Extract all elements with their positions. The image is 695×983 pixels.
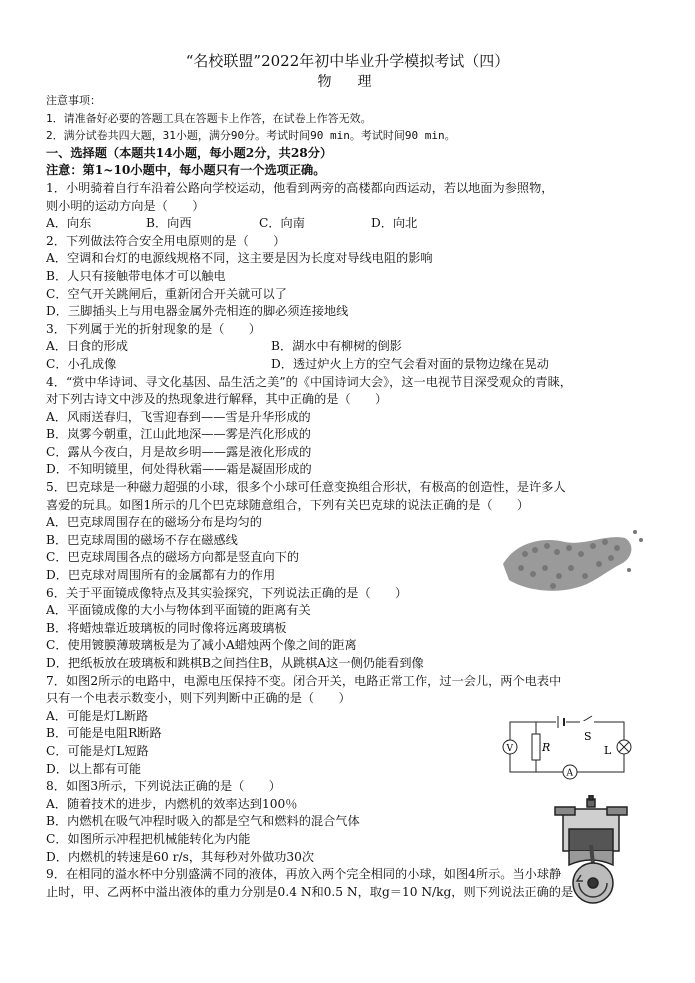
q2-stem: 2．下列做法符合安全用电原则的是（ ） [46,233,286,248]
q7-option-c: C．可能是灯L短路 [46,743,149,758]
notice-1: 1．请准备好必要的答题工具在答题卡上作答，在试卷上作答无效。 [46,111,372,125]
notice-2: 2．满分试卷共四大题，31小题，满分90分。考试时间90 min。考试时间90 min。 [46,129,456,143]
q1-option-b: B．向西 [146,216,192,231]
q2-option-c: C．空气开关跳闸后，重新闭合开关就可以了 [46,286,287,301]
q1-stem-1: 1．小明骑着自行车沿着公路向学校运动，他看到两旁的高楼都向西运动，若以地面为参照物， [46,180,554,195]
q6-stem: 6．关于平面镜成像特点及其实验探究，下列说法正确的是（ ） [46,585,408,600]
buckyball-figure [495,524,647,600]
switch-label: S [584,730,592,743]
section1-title: 一、选择题（本题共14小题，每小题2分，共28分） [46,145,333,160]
q9-stem-1: 9．在相同的溢水杯中分别盛满不同的液体，再放入两个完全相同的小球，如图4所示。当小球静 [46,867,562,882]
q4-option-c: C．露从今夜白，月是故乡明——露是液化形成的 [46,444,312,459]
q4-option-a: A．风雨送春归，飞雪迎春到——雪是升华形成的 [46,409,311,424]
q6-option-a: A．平面镜成像的大小与物体到平面镜的距离有关 [46,603,311,618]
q5-option-a: A．巴克球周围存在的磁场分布是均匀的 [46,515,262,530]
q1-stem-2: 则小明的运动方向是（ ） [46,198,205,213]
q2-option-d: D．三脚插头上与用电器金属外壳相连的脚必须连接地线 [46,304,349,319]
q3-options-cd [46,356,658,374]
q8-option-c: C．如图所示冲程把机械能转化为内能 [46,831,251,846]
q2-option-b: B．人只有接触带电体才可以触电 [46,268,226,283]
q1-option-d: D．向北 [371,216,418,231]
q8-option-a: A．随着技术的进步，内燃机的效率达到100％ [46,796,298,811]
q7-stem-2: 只有一个电表示数变小，则下列判断中正确的是（ ） [46,691,351,706]
q5-option-d: D．巴克球对周围所有的金属都有力的作用 [46,568,276,583]
voltmeter-label: V [506,744,513,754]
q1-options [46,215,658,233]
q1-option-a: A．向东 [46,216,92,231]
q9-stem-2: 止时，甲、乙两杯中溢出液体的重力分别是0.4 N和0.5 N，取g＝10 N/kg，则下列说法正确的是 [46,884,574,899]
q2-option-a: A．空调和台灯的电源线规格不同，这主要是因为长度对导线电阻的影响 [46,251,433,266]
exam-title: “名校联盟”2022年初中毕业升学模拟考试（四） [185,52,510,70]
notice-title: 注意事项： [46,94,101,107]
q7-stem-1: 7．如图2所示的电路中，电源电压保持不变。闭合开关，电路正常工作，过一会儿，两个电表中 [46,673,562,688]
engine-figure [545,795,637,907]
q3-option-d: D．透过炉火上方的空气会看对面的景物边缘在晃动 [271,356,549,371]
q4-stem-1: 4．“赏中华诗词、寻文化基因、品生活之美”的《中国诗词大会》，这一电视节目深受观众的青睐， [46,374,572,389]
q7-option-d: D．以上都有可能 [46,761,142,776]
ammeter-label: A [566,768,573,779]
q5-stem-2: 喜爱的玩具。如图1所示的几个巴克球随意组合，下列有关巴克球的说法正确的是（ ） [46,497,530,512]
q4-option-b: B．岚雾今朝重，江山此地深——雾是汽化形成的 [46,427,311,442]
q3-option-c: C．小孔成像 [46,356,117,371]
q5-option-b: B．巴克球周围的磁场不存在磁感线 [46,532,238,547]
q3-options-ab [46,338,658,356]
q5-option-c: C．巴克球周围各点的磁场方向都是竖直向下的 [46,550,300,565]
q6-option-d: D．把纸板放在玻璃板和跳棋B之间挡住B，从跳棋A这一侧仍能看到像 [46,656,424,670]
circuit-figure [494,712,642,790]
q5-stem-1: 5．巴克球是一种磁力超强的小球，很多个小球可任意变换组合形状，有极高的创造性，是许多人 [46,480,566,495]
lamp-label: L [604,744,612,757]
q8-option-b: B．内燃机在吸气冲程时吸入的都是空气和燃料的混合气体 [46,814,360,829]
q3-option-a: A．日食的形成 [46,339,128,354]
exam-subject: 物理 [317,74,398,90]
q4-stem-2: 对下列古诗文中涉及的热现象进行解释，其中正确的是（ ） [46,392,388,407]
q3-option-b: B．湖水中有柳树的倒影 [271,339,402,354]
q1-option-c: C．向南 [259,216,305,231]
q7-option-a: A．可能是灯L断路 [46,708,149,723]
q8-option-d: D．内燃机的转速是60 r/s，其每秒对外做功30次 [46,849,315,864]
q6-option-c: C．使用镀膜薄玻璃板是为了减小A蜡烛两个像之间的距离 [46,638,357,653]
q7-option-b: B．可能是电阻R断路 [46,726,162,741]
q8-stem: 8．如图3所示，下列说法正确的是（ ） [46,779,281,794]
q6-option-b: B．将蜡烛靠近玻璃板的同时像将远离玻璃板 [46,620,287,635]
section1-note: 注意：第1~10小题中，每小题只有一个选项正确。 [46,163,326,178]
q4-option-d: D．不知明镜里，何处得秋霜——霜是凝固形成的 [46,462,312,477]
q3-stem: 3．下列属于光的折射现象的是（ ） [46,321,261,336]
resistor-label: R [542,741,551,754]
